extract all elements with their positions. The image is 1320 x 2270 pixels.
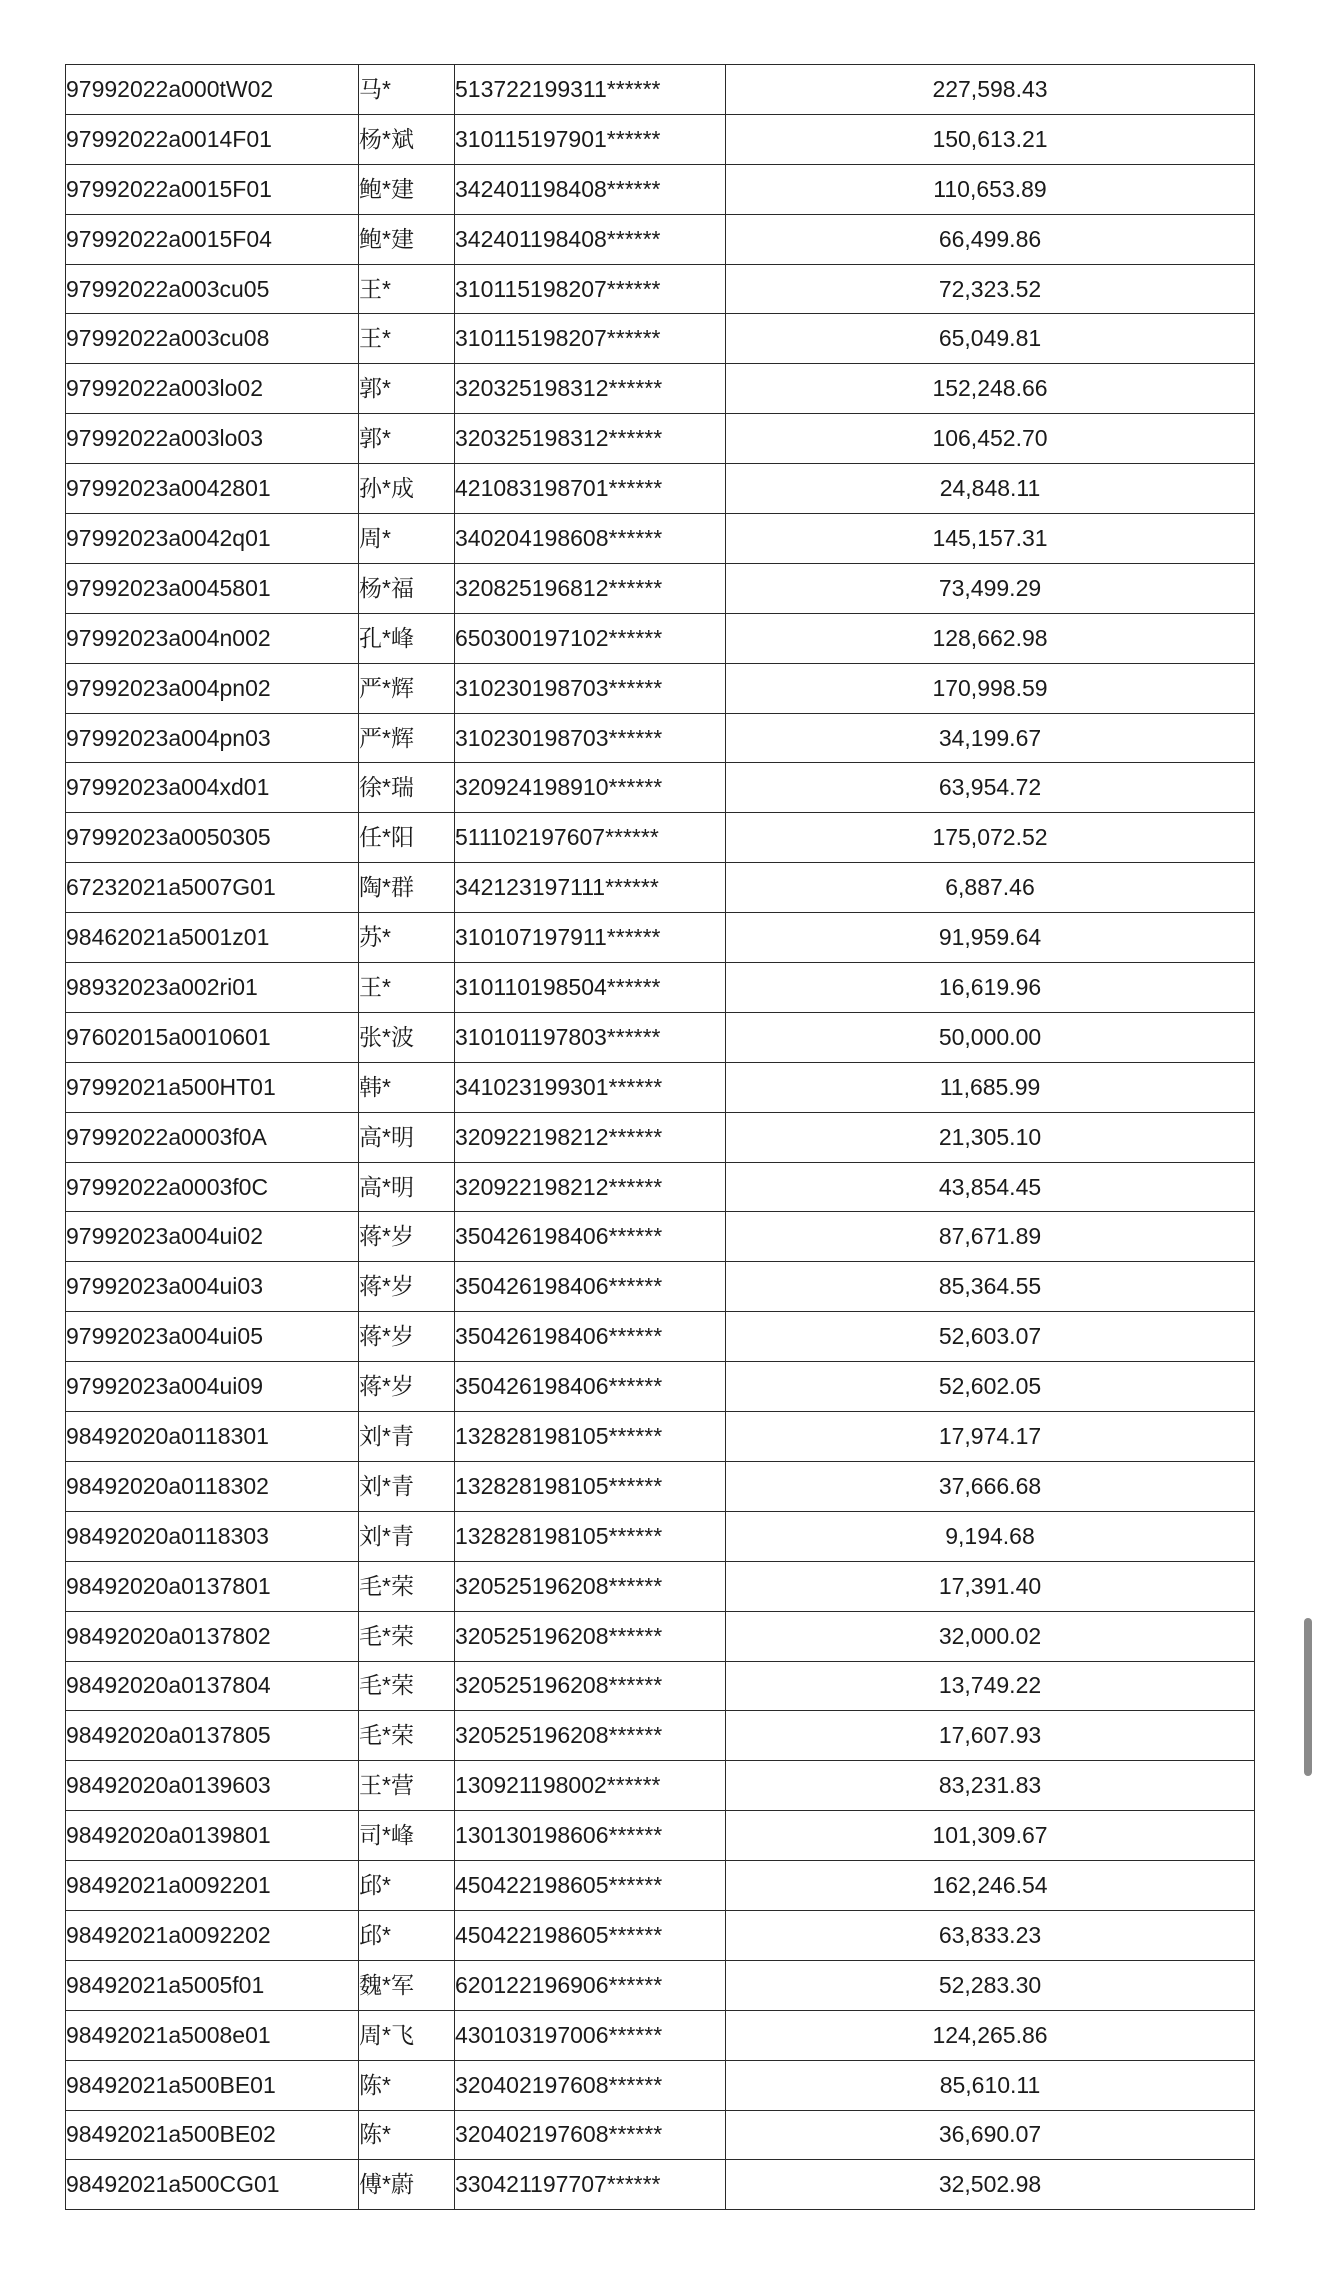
amount-cell: 101,309.67 — [726, 1811, 1255, 1861]
id-number-cell: 511102197607****** — [455, 813, 726, 863]
table-row — [66, 2060, 1255, 2110]
record-id-cell: 97992022a0015F01 — [66, 164, 359, 214]
id-number-cell: 310110198504****** — [455, 963, 726, 1013]
name-cell: 刘*青 — [359, 1511, 455, 1561]
record-id-cell: 97992022a003lo03 — [66, 414, 359, 464]
record-id-cell: 97992023a004ui09 — [66, 1362, 359, 1412]
record-id-cell: 98492020a0137805 — [66, 1711, 359, 1761]
table-row — [66, 214, 1255, 264]
name-cell: 王*营 — [359, 1761, 455, 1811]
record-id-cell: 98492020a0118303 — [66, 1511, 359, 1561]
id-number-cell: 513722199311****** — [455, 65, 726, 115]
table-row — [66, 613, 1255, 663]
table-row — [66, 314, 1255, 364]
record-id-cell: 97992022a0015F04 — [66, 214, 359, 264]
name-cell: 陈* — [359, 2110, 455, 2160]
name-cell: 郭* — [359, 364, 455, 414]
table-row — [66, 1062, 1255, 1112]
id-number-cell: 320525196208****** — [455, 1561, 726, 1611]
id-number-cell: 130921198002****** — [455, 1761, 726, 1811]
record-id-cell: 98492020a0118301 — [66, 1412, 359, 1462]
record-id-cell: 97992022a003cu08 — [66, 314, 359, 364]
id-number-cell: 342401198408****** — [455, 214, 726, 264]
record-id-cell: 97992023a004pn02 — [66, 663, 359, 713]
id-number-cell: 650300197102****** — [455, 613, 726, 663]
record-id-cell: 98492021a0092202 — [66, 1910, 359, 1960]
name-cell: 王* — [359, 963, 455, 1013]
id-number-cell: 450422198605****** — [455, 1910, 726, 1960]
id-number-cell: 342123197111****** — [455, 863, 726, 913]
amount-cell: 91,959.64 — [726, 913, 1255, 963]
amount-cell: 43,854.45 — [726, 1162, 1255, 1212]
amount-cell: 152,248.66 — [726, 364, 1255, 414]
table-row — [66, 1761, 1255, 1811]
amount-cell: 52,603.07 — [726, 1312, 1255, 1362]
table-row — [66, 1611, 1255, 1661]
record-id-cell: 97992022a000tW02 — [66, 65, 359, 115]
name-cell: 邱* — [359, 1910, 455, 1960]
name-cell: 蒋*岁 — [359, 1362, 455, 1412]
table-row — [66, 1362, 1255, 1412]
amount-cell: 83,231.83 — [726, 1761, 1255, 1811]
record-id-cell: 97992023a004ui05 — [66, 1312, 359, 1362]
id-number-cell: 320922198212****** — [455, 1162, 726, 1212]
amount-cell: 162,246.54 — [726, 1861, 1255, 1911]
name-cell: 陈* — [359, 2060, 455, 2110]
name-cell: 司*峰 — [359, 1811, 455, 1861]
name-cell: 魏*军 — [359, 1960, 455, 2010]
id-number-cell: 340204198608****** — [455, 514, 726, 564]
name-cell: 毛*荣 — [359, 1611, 455, 1661]
record-id-cell: 97992022a0003f0A — [66, 1112, 359, 1162]
table-row — [66, 1910, 1255, 1960]
record-id-cell: 97992023a004n002 — [66, 613, 359, 663]
record-id-cell: 98492020a0118302 — [66, 1461, 359, 1511]
table-row — [66, 863, 1255, 913]
record-id-cell: 98492020a0137802 — [66, 1611, 359, 1661]
amount-cell: 50,000.00 — [726, 1012, 1255, 1062]
name-cell: 毛*荣 — [359, 1711, 455, 1761]
id-number-cell: 310107197911****** — [455, 913, 726, 963]
id-number-cell: 350426198406****** — [455, 1212, 726, 1262]
amount-cell: 11,685.99 — [726, 1062, 1255, 1112]
table-row — [66, 164, 1255, 214]
id-number-cell: 320924198910****** — [455, 763, 726, 813]
record-id-cell: 98492020a0139801 — [66, 1811, 359, 1861]
name-cell: 严*辉 — [359, 713, 455, 763]
table-row — [66, 1861, 1255, 1911]
table-row — [66, 65, 1255, 115]
amount-cell: 32,502.98 — [726, 2160, 1255, 2210]
record-id-cell: 97992022a003cu05 — [66, 264, 359, 314]
table-row — [66, 1012, 1255, 1062]
id-number-cell: 350426198406****** — [455, 1262, 726, 1312]
table-row — [66, 663, 1255, 713]
amount-cell: 6,887.46 — [726, 863, 1255, 913]
name-cell: 高*明 — [359, 1162, 455, 1212]
record-id-cell: 97992023a004ui02 — [66, 1212, 359, 1262]
amount-cell: 63,954.72 — [726, 763, 1255, 813]
name-cell: 孔*峰 — [359, 613, 455, 663]
record-id-cell: 98492021a500BE01 — [66, 2060, 359, 2110]
amount-cell: 145,157.31 — [726, 514, 1255, 564]
amount-cell: 17,974.17 — [726, 1412, 1255, 1462]
records-table-body — [66, 65, 1255, 2210]
amount-cell: 17,391.40 — [726, 1561, 1255, 1611]
amount-cell: 85,610.11 — [726, 2060, 1255, 2110]
name-cell: 周*飞 — [359, 2010, 455, 2060]
id-number-cell: 320922198212****** — [455, 1112, 726, 1162]
id-number-cell: 320325198312****** — [455, 414, 726, 464]
amount-cell: 34,199.67 — [726, 713, 1255, 763]
amount-cell: 150,613.21 — [726, 114, 1255, 164]
id-number-cell: 350426198406****** — [455, 1362, 726, 1412]
record-id-cell: 97992023a0045801 — [66, 563, 359, 613]
amount-cell: 124,265.86 — [726, 2010, 1255, 2060]
name-cell: 毛*荣 — [359, 1561, 455, 1611]
name-cell: 郭* — [359, 414, 455, 464]
name-cell: 鲍*建 — [359, 214, 455, 264]
record-id-cell: 97992022a003lo02 — [66, 364, 359, 414]
amount-cell: 13,749.22 — [726, 1661, 1255, 1711]
name-cell: 陶*群 — [359, 863, 455, 913]
table-row — [66, 2160, 1255, 2210]
name-cell: 徐*瑞 — [359, 763, 455, 813]
record-id-cell: 67232021a5007G01 — [66, 863, 359, 913]
name-cell: 刘*青 — [359, 1461, 455, 1511]
table-row — [66, 1262, 1255, 1312]
amount-cell: 128,662.98 — [726, 613, 1255, 663]
record-id-cell: 97602015a0010601 — [66, 1012, 359, 1062]
name-cell: 严*辉 — [359, 663, 455, 713]
table-row — [66, 1561, 1255, 1611]
amount-cell: 175,072.52 — [726, 813, 1255, 863]
id-number-cell: 341023199301****** — [455, 1062, 726, 1112]
name-cell: 高*明 — [359, 1112, 455, 1162]
record-id-cell: 97992023a004xd01 — [66, 763, 359, 813]
id-number-cell: 132828198105****** — [455, 1511, 726, 1561]
table-row — [66, 563, 1255, 613]
id-number-cell: 320325198312****** — [455, 364, 726, 414]
amount-cell: 16,619.96 — [726, 963, 1255, 1013]
id-number-cell: 320525196208****** — [455, 1711, 726, 1761]
table-row — [66, 264, 1255, 314]
id-number-cell: 132828198105****** — [455, 1412, 726, 1462]
id-number-cell: 330421197707****** — [455, 2160, 726, 2210]
name-cell: 苏* — [359, 913, 455, 963]
amount-cell: 170,998.59 — [726, 663, 1255, 713]
table-row — [66, 963, 1255, 1013]
name-cell: 杨*福 — [359, 563, 455, 613]
id-number-cell: 310230198703****** — [455, 713, 726, 763]
table-row — [66, 1112, 1255, 1162]
table-row — [66, 1162, 1255, 1212]
record-id-cell: 97992023a0050305 — [66, 813, 359, 863]
amount-cell: 85,364.55 — [726, 1262, 1255, 1312]
record-id-cell: 97992023a004pn03 — [66, 713, 359, 763]
table-row — [66, 1811, 1255, 1861]
name-cell: 王* — [359, 314, 455, 364]
name-cell: 鲍*建 — [359, 164, 455, 214]
name-cell: 蒋*岁 — [359, 1212, 455, 1262]
table-row — [66, 364, 1255, 414]
name-cell: 邱* — [359, 1861, 455, 1911]
id-number-cell: 310115198207****** — [455, 314, 726, 364]
record-id-cell: 98492020a0137804 — [66, 1661, 359, 1711]
table-row — [66, 2010, 1255, 2060]
table-row — [66, 114, 1255, 164]
vertical-scrollbar[interactable] — [1304, 1618, 1312, 1776]
table-row — [66, 1212, 1255, 1262]
table-row — [66, 713, 1255, 763]
table-row — [66, 1461, 1255, 1511]
table-row — [66, 1412, 1255, 1462]
name-cell: 孙*成 — [359, 464, 455, 514]
id-number-cell: 320825196812****** — [455, 563, 726, 613]
record-id-cell: 98932023a002ri01 — [66, 963, 359, 1013]
record-id-cell: 98492021a500CG01 — [66, 2160, 359, 2210]
id-number-cell: 350426198406****** — [455, 1312, 726, 1362]
amount-cell: 73,499.29 — [726, 563, 1255, 613]
id-number-cell: 430103197006****** — [455, 2010, 726, 2060]
record-id-cell: 98492021a500BE02 — [66, 2110, 359, 2160]
table-row — [66, 1960, 1255, 2010]
id-number-cell: 450422198605****** — [455, 1861, 726, 1911]
id-number-cell: 320402197608****** — [455, 2060, 726, 2110]
record-id-cell: 97992023a0042q01 — [66, 514, 359, 564]
table-row — [66, 464, 1255, 514]
id-number-cell: 310115198207****** — [455, 264, 726, 314]
table-row — [66, 1711, 1255, 1761]
table-row — [66, 414, 1255, 464]
name-cell: 蒋*岁 — [359, 1262, 455, 1312]
amount-cell: 32,000.02 — [726, 1611, 1255, 1661]
id-number-cell: 320402197608****** — [455, 2110, 726, 2160]
name-cell: 任*阳 — [359, 813, 455, 863]
name-cell: 毛*荣 — [359, 1661, 455, 1711]
record-id-cell: 97992023a004ui03 — [66, 1262, 359, 1312]
record-id-cell: 98492020a0139603 — [66, 1761, 359, 1811]
record-id-cell: 97992022a0003f0C — [66, 1162, 359, 1212]
amount-cell: 36,690.07 — [726, 2110, 1255, 2160]
id-number-cell: 342401198408****** — [455, 164, 726, 214]
record-id-cell: 97992023a0042801 — [66, 464, 359, 514]
name-cell: 马* — [359, 65, 455, 115]
table-row — [66, 514, 1255, 564]
table-row — [66, 913, 1255, 963]
record-id-cell: 98492021a5008e01 — [66, 2010, 359, 2060]
records-table — [65, 64, 1255, 2210]
amount-cell: 87,671.89 — [726, 1212, 1255, 1262]
id-number-cell: 310115197901****** — [455, 114, 726, 164]
id-number-cell: 310230198703****** — [455, 663, 726, 713]
record-id-cell: 98492021a5005f01 — [66, 1960, 359, 2010]
amount-cell: 52,283.30 — [726, 1960, 1255, 2010]
amount-cell: 110,653.89 — [726, 164, 1255, 214]
amount-cell: 72,323.52 — [726, 264, 1255, 314]
id-number-cell: 310101197803****** — [455, 1012, 726, 1062]
table-row — [66, 1511, 1255, 1561]
name-cell: 韩* — [359, 1062, 455, 1112]
table-row — [66, 1312, 1255, 1362]
table-row — [66, 1661, 1255, 1711]
amount-cell: 52,602.05 — [726, 1362, 1255, 1412]
amount-cell: 227,598.43 — [726, 65, 1255, 115]
record-id-cell: 97992022a0014F01 — [66, 114, 359, 164]
amount-cell: 17,607.93 — [726, 1711, 1255, 1761]
name-cell: 刘*青 — [359, 1412, 455, 1462]
record-id-cell: 98492020a0137801 — [66, 1561, 359, 1611]
amount-cell: 9,194.68 — [726, 1511, 1255, 1561]
id-number-cell: 620122196906****** — [455, 1960, 726, 2010]
id-number-cell: 320525196208****** — [455, 1611, 726, 1661]
name-cell: 杨*斌 — [359, 114, 455, 164]
name-cell: 蒋*岁 — [359, 1312, 455, 1362]
amount-cell: 65,049.81 — [726, 314, 1255, 364]
table-row — [66, 763, 1255, 813]
amount-cell: 24,848.11 — [726, 464, 1255, 514]
name-cell: 王* — [359, 264, 455, 314]
amount-cell: 63,833.23 — [726, 1910, 1255, 1960]
record-id-cell: 98462021a5001z01 — [66, 913, 359, 963]
amount-cell: 37,666.68 — [726, 1461, 1255, 1511]
amount-cell: 66,499.86 — [726, 214, 1255, 264]
name-cell: 张*波 — [359, 1012, 455, 1062]
record-id-cell: 98492021a0092201 — [66, 1861, 359, 1911]
record-id-cell: 97992021a500HT01 — [66, 1062, 359, 1112]
id-number-cell: 132828198105****** — [455, 1461, 726, 1511]
name-cell: 傅*蔚 — [359, 2160, 455, 2210]
table-row — [66, 2110, 1255, 2160]
id-number-cell: 421083198701****** — [455, 464, 726, 514]
table-row — [66, 813, 1255, 863]
id-number-cell: 320525196208****** — [455, 1661, 726, 1711]
amount-cell: 106,452.70 — [726, 414, 1255, 464]
amount-cell: 21,305.10 — [726, 1112, 1255, 1162]
name-cell: 周* — [359, 514, 455, 564]
id-number-cell: 130130198606****** — [455, 1811, 726, 1861]
